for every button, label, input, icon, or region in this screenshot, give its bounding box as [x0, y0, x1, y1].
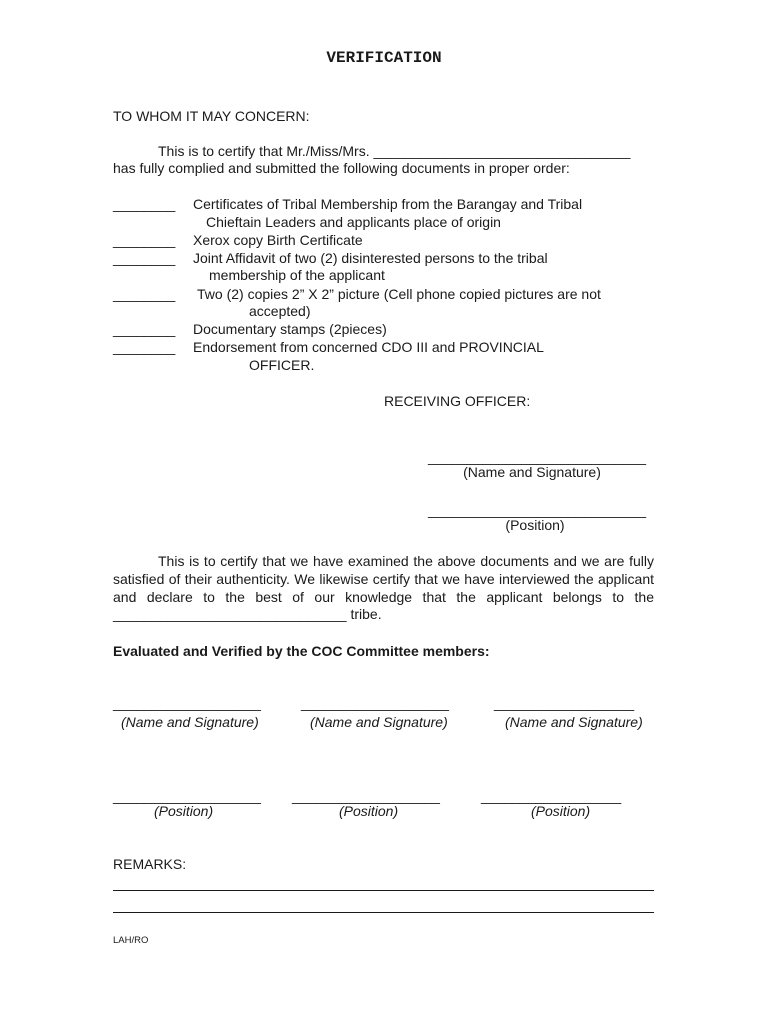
committee-position-line: __________________	[481, 788, 622, 804]
committee-position-caption: (Position)	[154, 803, 214, 819]
checklist-item-text: Certificates of Tribal Membership from the Barangay and Tribal	[193, 196, 583, 212]
checklist-item-text-continued: membership of the applicant	[209, 267, 385, 283]
checklist-blank: ________	[113, 321, 176, 337]
committee-position-caption: (Position)	[531, 803, 591, 819]
checklist-item-text: Xerox copy Birth Certificate	[193, 232, 363, 248]
receiving-officer-position-line: ____________________________	[428, 502, 647, 518]
committee-name-caption: (Name and Signature)	[505, 714, 643, 730]
committee-heading: Evaluated and Verified by the COC Committee members:	[113, 643, 490, 659]
checklist-item-text: Two (2) copies 2” X 2” picture (Cell phone copied pictures are not	[197, 286, 601, 302]
checklist-item-text: Joint Affidavit of two (2) disinterested persons to the tribal	[193, 250, 548, 266]
checklist-item-text: Endorsement from concerned CDO III and PROVINCIAL	[193, 339, 544, 355]
checklist-blank: ________	[113, 232, 176, 248]
checklist-blank: ________	[113, 196, 176, 212]
receiving-officer-position-caption: (Position)	[505, 517, 565, 533]
certification-paragraph: This is to certify that we have examined the above documents and we are fully satisfied of their authenticity. We likewise certify that we have interviewed the applicant and declare to the best of our knowledge that the applicant belongs to the ______________________________ tribe.	[113, 553, 654, 623]
committee-name-caption: (Name and Signature)	[121, 714, 259, 730]
committee-position-line: ___________________	[292, 788, 440, 804]
committee-name-caption: (Name and Signature)	[310, 714, 448, 730]
committee-signature-line: ___________________	[113, 695, 261, 711]
certify-line-2: has fully complied and submitted the following documents in proper order:	[113, 160, 570, 176]
receiving-officer-signature-line: ____________________________	[428, 449, 647, 465]
certify-line-1: This is to certify that Mr./Miss/Mrs. _________________________________	[158, 143, 631, 159]
committee-position-line: ___________________	[113, 788, 261, 804]
receiving-officer-label: RECEIVING OFFICER:	[384, 393, 531, 409]
checklist-blank: ________	[113, 286, 176, 302]
remarks-line	[113, 890, 654, 891]
checklist-blank: ________	[113, 250, 176, 266]
document-title: VERIFICATION	[326, 49, 442, 67]
checklist-blank: ________	[113, 339, 176, 355]
committee-signature-line: __________________	[494, 695, 635, 711]
checklist-item-text-continued: OFFICER.	[249, 357, 315, 373]
receiving-officer-name-caption: (Name and Signature)	[463, 464, 601, 480]
salutation: TO WHOM IT MAY CONCERN:	[113, 108, 310, 124]
checklist-item-text-continued: accepted)	[249, 303, 311, 319]
committee-position-caption: (Position)	[339, 803, 399, 819]
committee-signature-line: ___________________	[301, 695, 449, 711]
remarks-label: REMARKS:	[113, 856, 187, 872]
checklist-item-text: Documentary stamps (2pieces)	[193, 321, 387, 337]
footer-code: LAH/RO	[113, 935, 149, 946]
checklist-item-text-continued: Chieftain Leaders and applicants place of origin	[206, 214, 501, 230]
remarks-line	[113, 912, 654, 913]
